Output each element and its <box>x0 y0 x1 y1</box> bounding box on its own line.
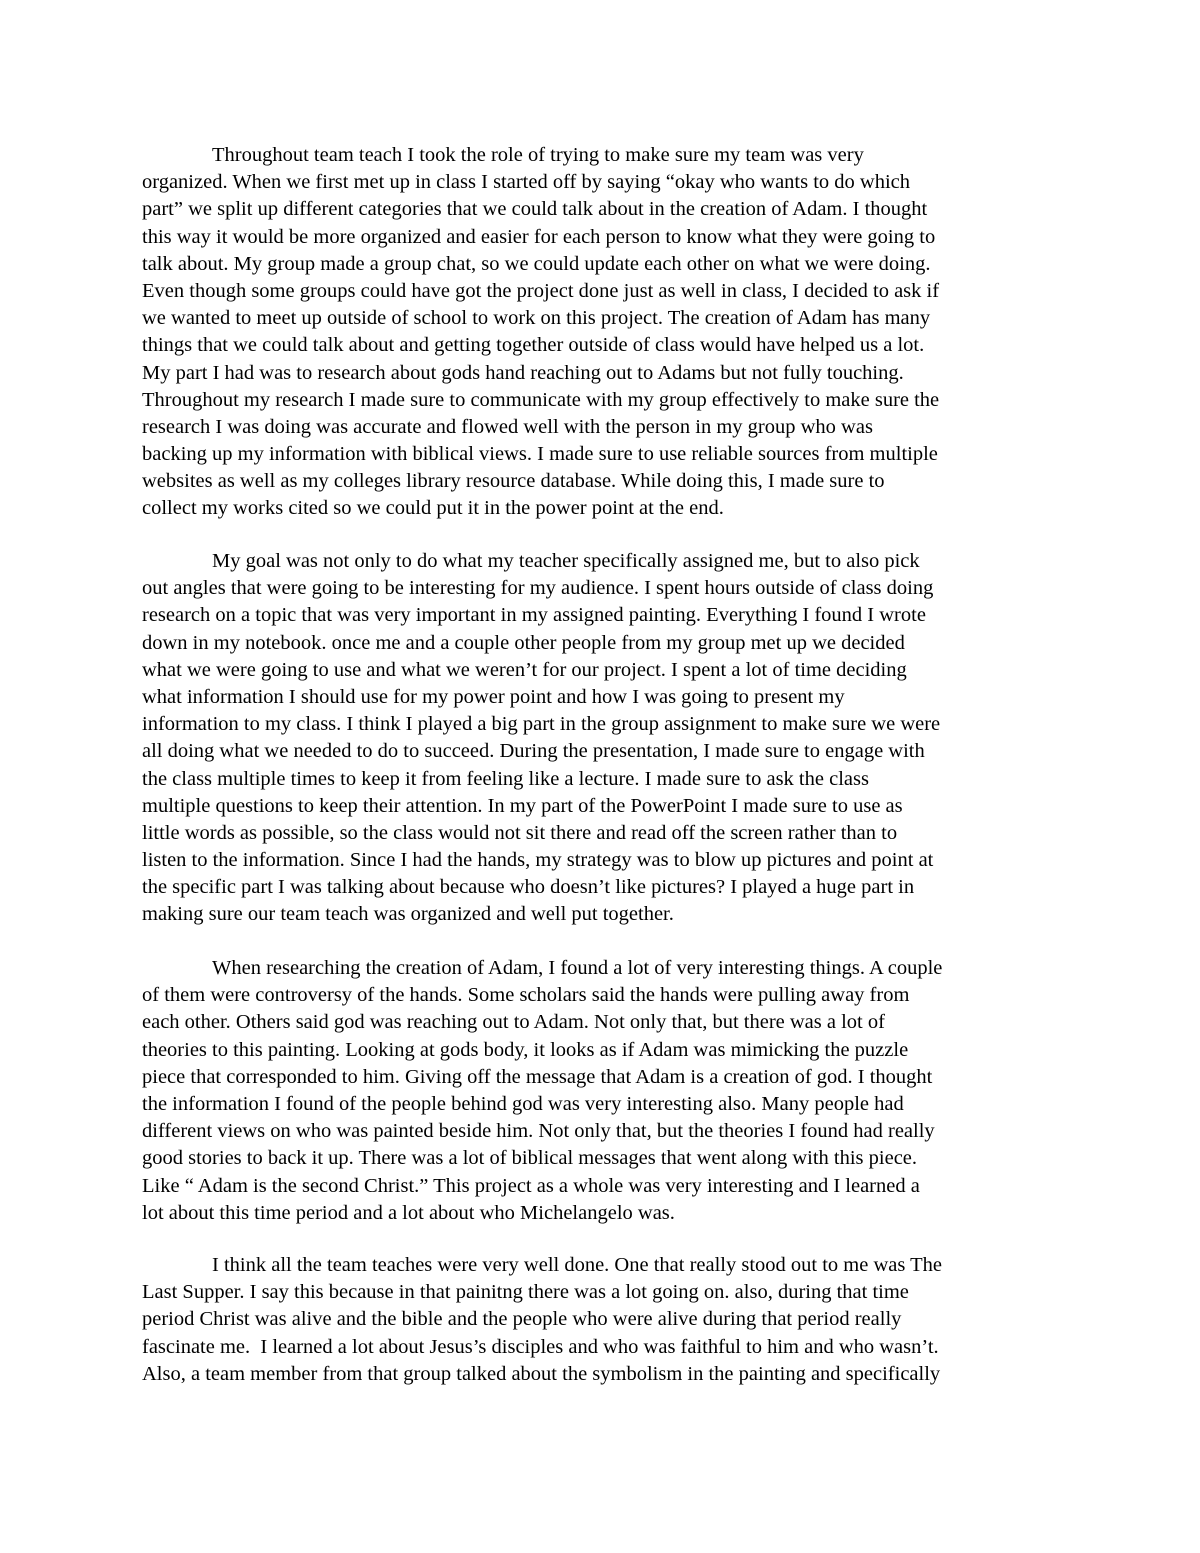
text-line: good stories to back it up. There was a lot of biblical messages that went along with this piece. <box>142 1147 918 1170</box>
text-line: Throughout my research I made sure to communicate with my group effectively to make sure the <box>142 388 940 411</box>
text-line: part” we split up different categories that we could talk about in the creation of Adam. I thought <box>142 198 928 221</box>
text-line: the specific part I was talking about because who doesn’t like pictures? I played a huge part in <box>142 876 915 899</box>
text-line: what information I should use for my power point and how I was going to present my <box>142 685 845 708</box>
text-line: different views on who was painted beside him. Not only that, but the theories I found had really <box>142 1120 935 1143</box>
text-line: piece that corresponded to him. Giving off the message that Adam is a creation of god. I thought <box>142 1065 933 1088</box>
text-line: what we were going to use and what we weren’t for our project. I spent a lot of time deciding <box>142 658 907 681</box>
text-line: of them were controversy of the hands. Some scholars said the hands were pulling away from <box>142 984 910 1007</box>
text-line: theories to this painting. Looking at gods body, it looks as if Adam was mimicking the puzzle <box>142 1038 909 1061</box>
text-line: lot about this time period and a lot about who Michelangelo was. <box>142 1201 675 1224</box>
text-line: things that we could talk about and getting together outside of class would have helped us a lot. <box>142 334 925 357</box>
text-line: we wanted to meet up outside of school to work on this project. The creation of Adam has many <box>142 307 931 330</box>
text-line: listen to the information. Since I had the hands, my strategy was to blow up pictures and point at <box>142 849 934 872</box>
text-line: all doing what we needed to do to succeed. During the presentation, I made sure to engage with <box>142 740 925 763</box>
text-line: research on a topic that was very important in my assigned painting. Everything I found I wrote <box>142 604 926 627</box>
text-line: research I was doing was accurate and flowed well with the person in my group who was <box>142 415 873 438</box>
text-line: Like “ Adam is the second Christ.” This project as a whole was very interesting and I learned a <box>142 1174 920 1197</box>
text-line: period Christ was alive and the bible and the people who were alive during that period really <box>142 1308 902 1331</box>
paragraph-2 <box>142 548 1062 929</box>
text-line: Also, a team member from that group talked about the symbolism in the painting and specifically <box>142 1362 941 1385</box>
text-line: out angles that were going to be interesting for my audience. I spent hours outside of class doing <box>142 577 934 600</box>
text-line: Even though some groups could have got the project done just as well in class, I decided to ask if <box>142 279 940 302</box>
paragraph-1 <box>142 142 1062 523</box>
text-line: making sure our team teach was organized and well put together. <box>142 903 674 926</box>
text-line: the class multiple times to keep it from feeling like a lecture. I made sure to ask the class <box>142 767 869 790</box>
text-line: down in my notebook. once me and a couple other people from my group met up we decided <box>142 631 905 654</box>
text-line: backing up my information with biblical views. I made sure to use reliable sources from multiple <box>142 443 938 466</box>
text-line: Throughout team teach I took the role of trying to make sure my team was very <box>212 144 864 166</box>
paragraph-3 <box>142 955 1062 1227</box>
paragraph-4 <box>142 1252 1062 1388</box>
text-line: this way it would be more organized and easier for each person to know what they were going to <box>142 225 936 248</box>
text-line: My part I had was to research about gods hand reaching out to Adams but not fully touching. <box>142 361 904 384</box>
text-line: collect my works cited so we could put it in the power point at the end. <box>142 497 724 520</box>
text-line: the information I found of the people behind god was very interesting also. Many people had <box>142 1092 904 1115</box>
text-line: each other. Others said god was reaching out to Adam. Not only that, but there was a lot of <box>142 1011 885 1034</box>
text-line: organized. When we first met up in class I started off by saying “okay who wants to do which <box>142 171 911 194</box>
text-line: Last Supper. I say this because in that painitng there was a lot going on. also, during that time <box>142 1281 909 1304</box>
text-line: websites as well as my colleges library resource database. While doing this, I made sure to <box>142 470 885 493</box>
text-line: multiple questions to keep their attention. In my part of the PowerPoint I made sure to use as <box>142 794 903 817</box>
text-line: When researching the creation of Adam, I found a lot of very interesting things. A couple <box>212 957 943 979</box>
text-line: My goal was not only to do what my teacher specifically assigned me, but to also pick <box>212 550 920 572</box>
text-line: information to my class. I think I played a big part in the group assignment to make sure we were <box>142 713 941 736</box>
text-line: fascinate me. I learned a lot about Jesus’s disciples and who was faithful to him and who wasn’t. <box>142 1335 939 1358</box>
text-line: I think all the team teaches were very well done. One that really stood out to me was The <box>212 1254 942 1276</box>
text-line: little words as possible, so the class would not sit there and read off the screen rather than to <box>142 821 898 844</box>
text-line: talk about. My group made a group chat, so we could update each other on what we were doing. <box>142 252 931 275</box>
